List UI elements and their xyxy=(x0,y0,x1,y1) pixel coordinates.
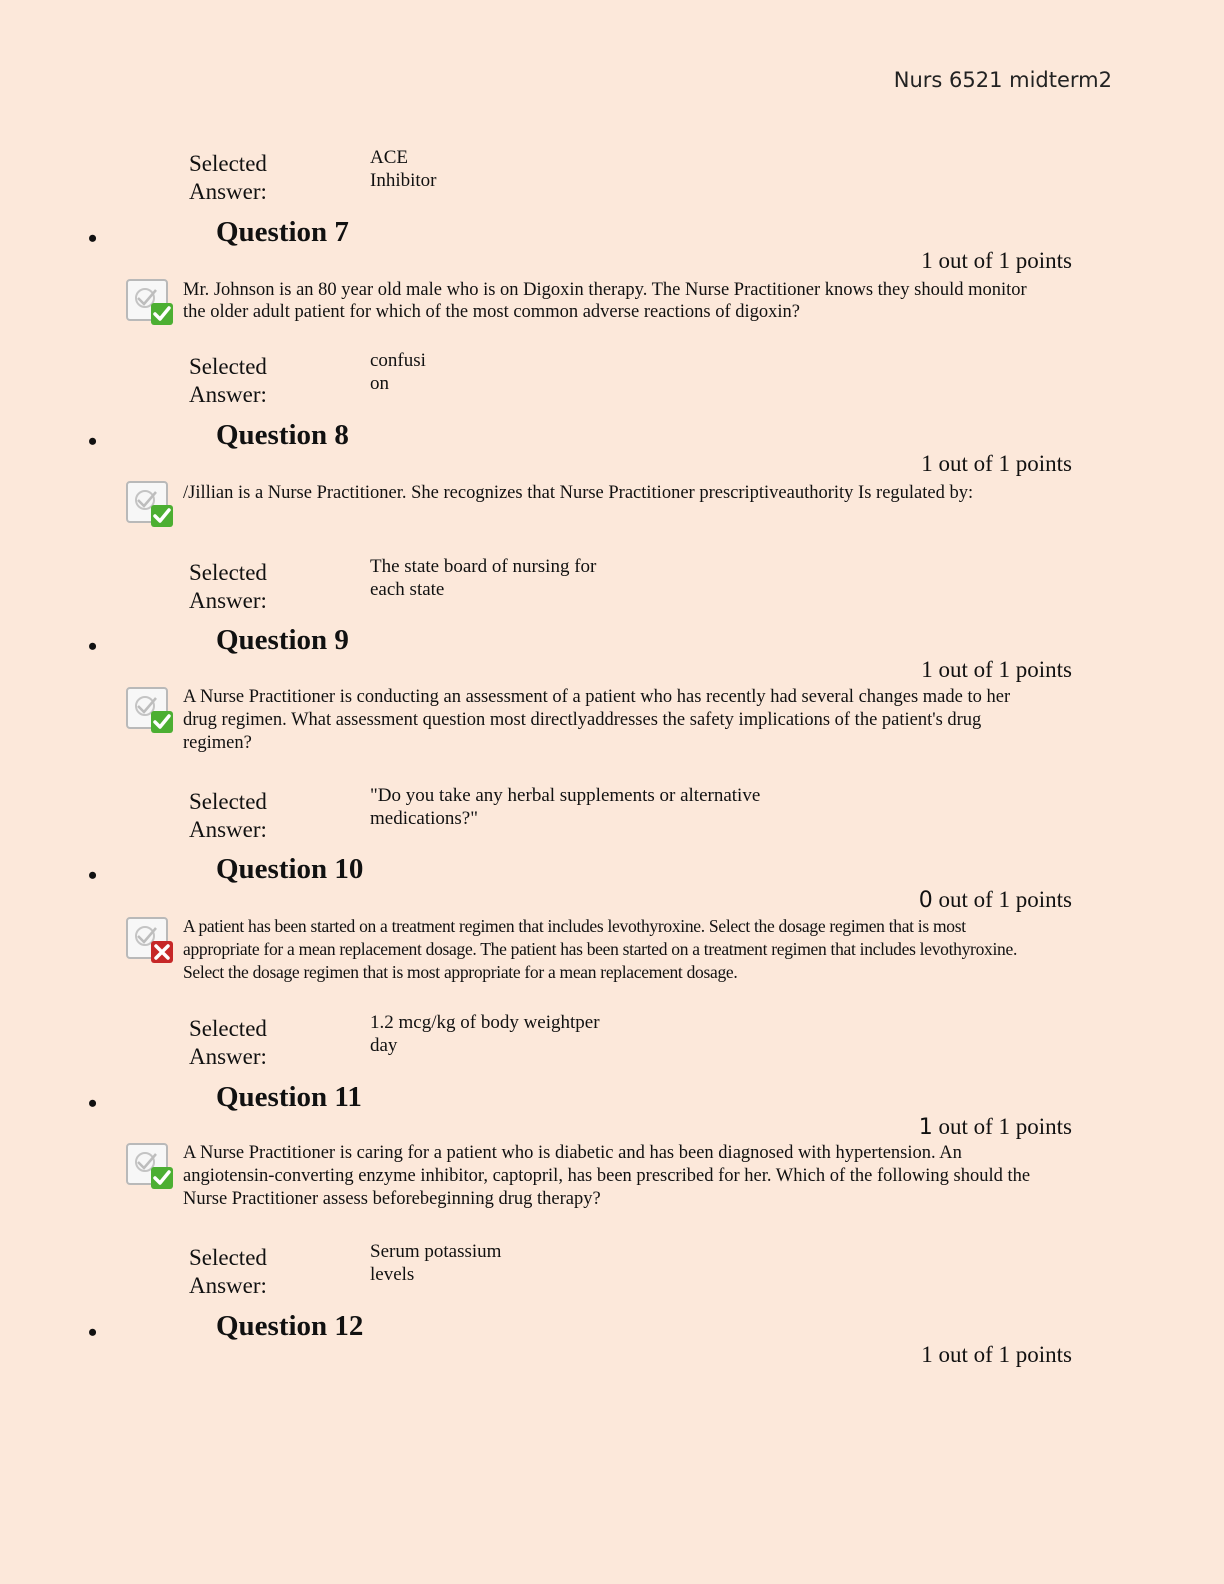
points-score: 1 out of 1 points xyxy=(921,248,1072,273)
points-score: 1 out of 1 points xyxy=(921,451,1072,476)
question-text: Mr. Johnson is an 80 year old male who is on Digoxin therapy. The Nurse Practitioner knows they should monitor the older adult patient for which of the most common adverse reactions of digoxin? xyxy=(183,280,1027,322)
points-score: 1 out of 1 points xyxy=(921,1342,1072,1367)
incorrect-x-icon xyxy=(126,916,176,966)
question-text: A patient has been started on a treatment regimen that includes levothyroxine. Select the dosage regimen that is most appropriate for a mean replacement dosage. The patient has been started on a treatment regimen that includes levothyroxine. Select the dosage regimen that is most appropriate for a mean replacement dosage. xyxy=(183,916,1018,982)
selected-answer-value: ACE Inhibitor xyxy=(370,147,437,191)
points-score: 0 out of 1 points xyxy=(918,887,1072,913)
selected-answer-label: Selected Answer: xyxy=(189,1016,267,1069)
selected-answer-label: Selected Answer: xyxy=(189,560,267,613)
bullet: • xyxy=(88,427,98,456)
points-score: 1 out of 1 points xyxy=(921,657,1072,682)
question-text: A Nurse Practitioner is conducting an assessment of a patient who has recently had several changes made to her drug regimen. What assessment question most directlyaddresses the safety implications of the patient's drug regimen? xyxy=(183,687,1011,753)
correct-check-icon xyxy=(126,1142,176,1192)
correct-check-icon xyxy=(126,686,176,736)
question-text: A Nurse Practitioner is caring for a patient who is diabetic and has been diagnosed with hypertension. An angiotensin-converting enzyme inhibitor, captopril, has been prescribed for her. Which of the following should the Nurse Practitioner assess beforebeginning drug therapy? xyxy=(183,1143,1031,1209)
bullet: • xyxy=(88,224,98,253)
document-title: Nurs 6521 midterm2 xyxy=(893,68,1112,92)
correct-check-icon xyxy=(126,480,176,530)
selected-answer-label: Selected Answer: xyxy=(189,354,267,407)
correct-check-icon xyxy=(126,278,176,328)
question-text: /Jillian is a Nurse Practitioner. She recognizes that Nurse Practitioner prescriptiveauthority Is regulated by: xyxy=(183,483,974,503)
selected-answer-value: "Do you take any herbal supplements or alternative medications?" xyxy=(370,785,761,829)
selected-answer-value: confusi on xyxy=(370,350,426,394)
bullet: • xyxy=(88,861,98,890)
question-title: Question 11 xyxy=(216,1081,362,1113)
bullet: • xyxy=(88,1089,98,1118)
selected-answer-value: The state board of nursing for each state xyxy=(370,556,597,600)
question-title: Question 7 xyxy=(216,216,349,248)
points-score: 1 out of 1 points xyxy=(918,1114,1072,1140)
bullet: • xyxy=(88,632,98,661)
selected-answer-label: Selected Answer: xyxy=(189,789,267,842)
question-title: Question 12 xyxy=(216,1310,364,1342)
bullet: • xyxy=(88,1318,98,1347)
selected-answer-value: 1.2 mcg/kg of body weightper day xyxy=(370,1012,600,1056)
question-title: Question 8 xyxy=(216,419,349,451)
question-title: Question 10 xyxy=(216,853,364,885)
selected-answer-label: Selected Answer: xyxy=(189,151,267,204)
selected-answer-label: Selected Answer: xyxy=(189,1245,267,1298)
selected-answer-value: Serum potassium levels xyxy=(370,1241,502,1285)
question-title: Question 9 xyxy=(216,624,349,656)
